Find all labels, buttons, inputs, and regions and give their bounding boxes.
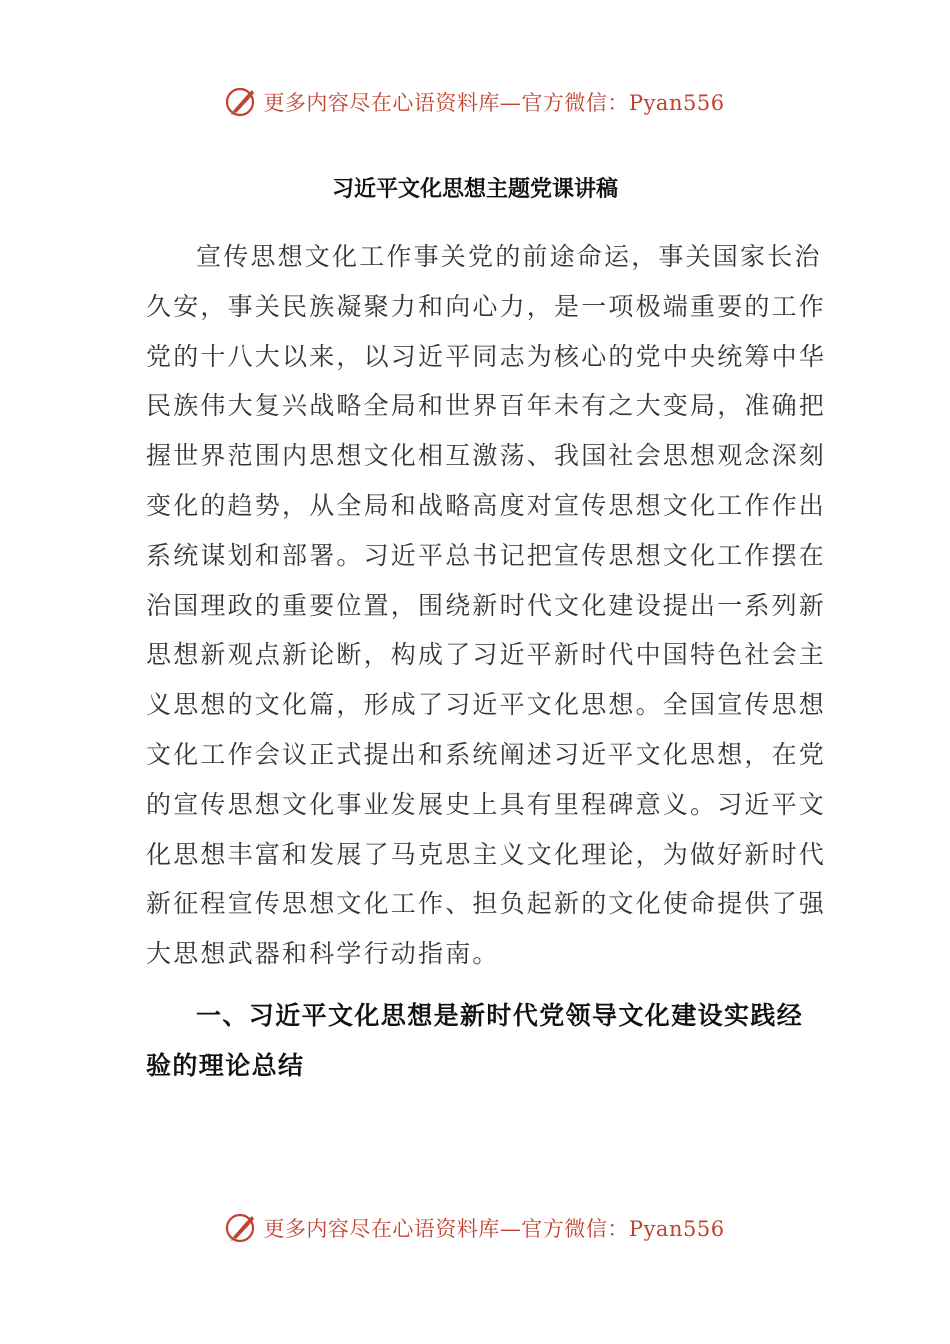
paragraph-line: 文化工作会议正式提出和系统阐述习近平文化思想，在党 (146, 739, 827, 769)
footer-banner[interactable] (0, 1208, 950, 1248)
paragraph-line: 久安，事关民族凝聚力和向心力，是一项极端重要的工作 (146, 291, 827, 321)
section-heading (146, 991, 816, 1091)
paragraph-line: 党的十八大以来，以习近平同志为核心的党中央统筹中华 (146, 341, 827, 371)
section-heading-line: 一、习近平文化思想是新时代党领导文化建设实践经 (196, 1001, 804, 1030)
paragraph-line: 民族伟大复兴战略全局和世界百年未有之大变局，准确把 (146, 391, 827, 421)
header-banner[interactable] (0, 82, 950, 122)
paragraph-line: 大思想武器和科学行动指南。 (146, 939, 500, 969)
paragraph-line: 的宣传思想文化事业发展史上具有里程碑意义。习近平文 (146, 789, 827, 819)
paragraph-line: 变化的趋势，从全局和战略高度对宣传思想文化工作作出 (146, 490, 827, 520)
paragraph-line: 系统谋划和部署。习近平总书记把宣传思想文化工作摆在 (146, 540, 827, 570)
footer-banner-text: 更多内容尽在心语资料库—官方微信：Pyan556 (263, 1217, 725, 1241)
paragraph-line: 握世界范围内思想文化相互激荡、我国社会思想观念深刻 (146, 441, 827, 471)
paragraph-line: 新征程宣传思想文化工作、担负起新的文化使命提供了强 (146, 889, 827, 919)
section-heading-line: 验的理论总结 (146, 1051, 305, 1080)
pen-logo-icon (225, 1212, 257, 1244)
pen-logo-icon (225, 86, 257, 118)
document-title: 习近平文化思想主题党课讲稿 (331, 177, 618, 202)
paragraph-line: 治国理政的重要位置，围绕新时代文化建设提出一系列新 (146, 590, 827, 620)
paragraph-line: 思想新观点新论断，构成了习近平新时代中国特色社会主 (146, 640, 827, 670)
paragraph-line: 义思想的文化篇，形成了习近平文化思想。全国宣传思想 (146, 690, 827, 720)
paragraph-line: 宣传思想文化工作事关党的前途命运，事关国家长治 (196, 242, 822, 271)
header-banner-text: 更多内容尽在心语资料库—官方微信：Pyan556 (263, 91, 725, 115)
paragraph-line: 化思想丰富和发展了马克思主义文化理论，为做好新时代 (146, 839, 827, 869)
body-paragraph (146, 232, 827, 979)
